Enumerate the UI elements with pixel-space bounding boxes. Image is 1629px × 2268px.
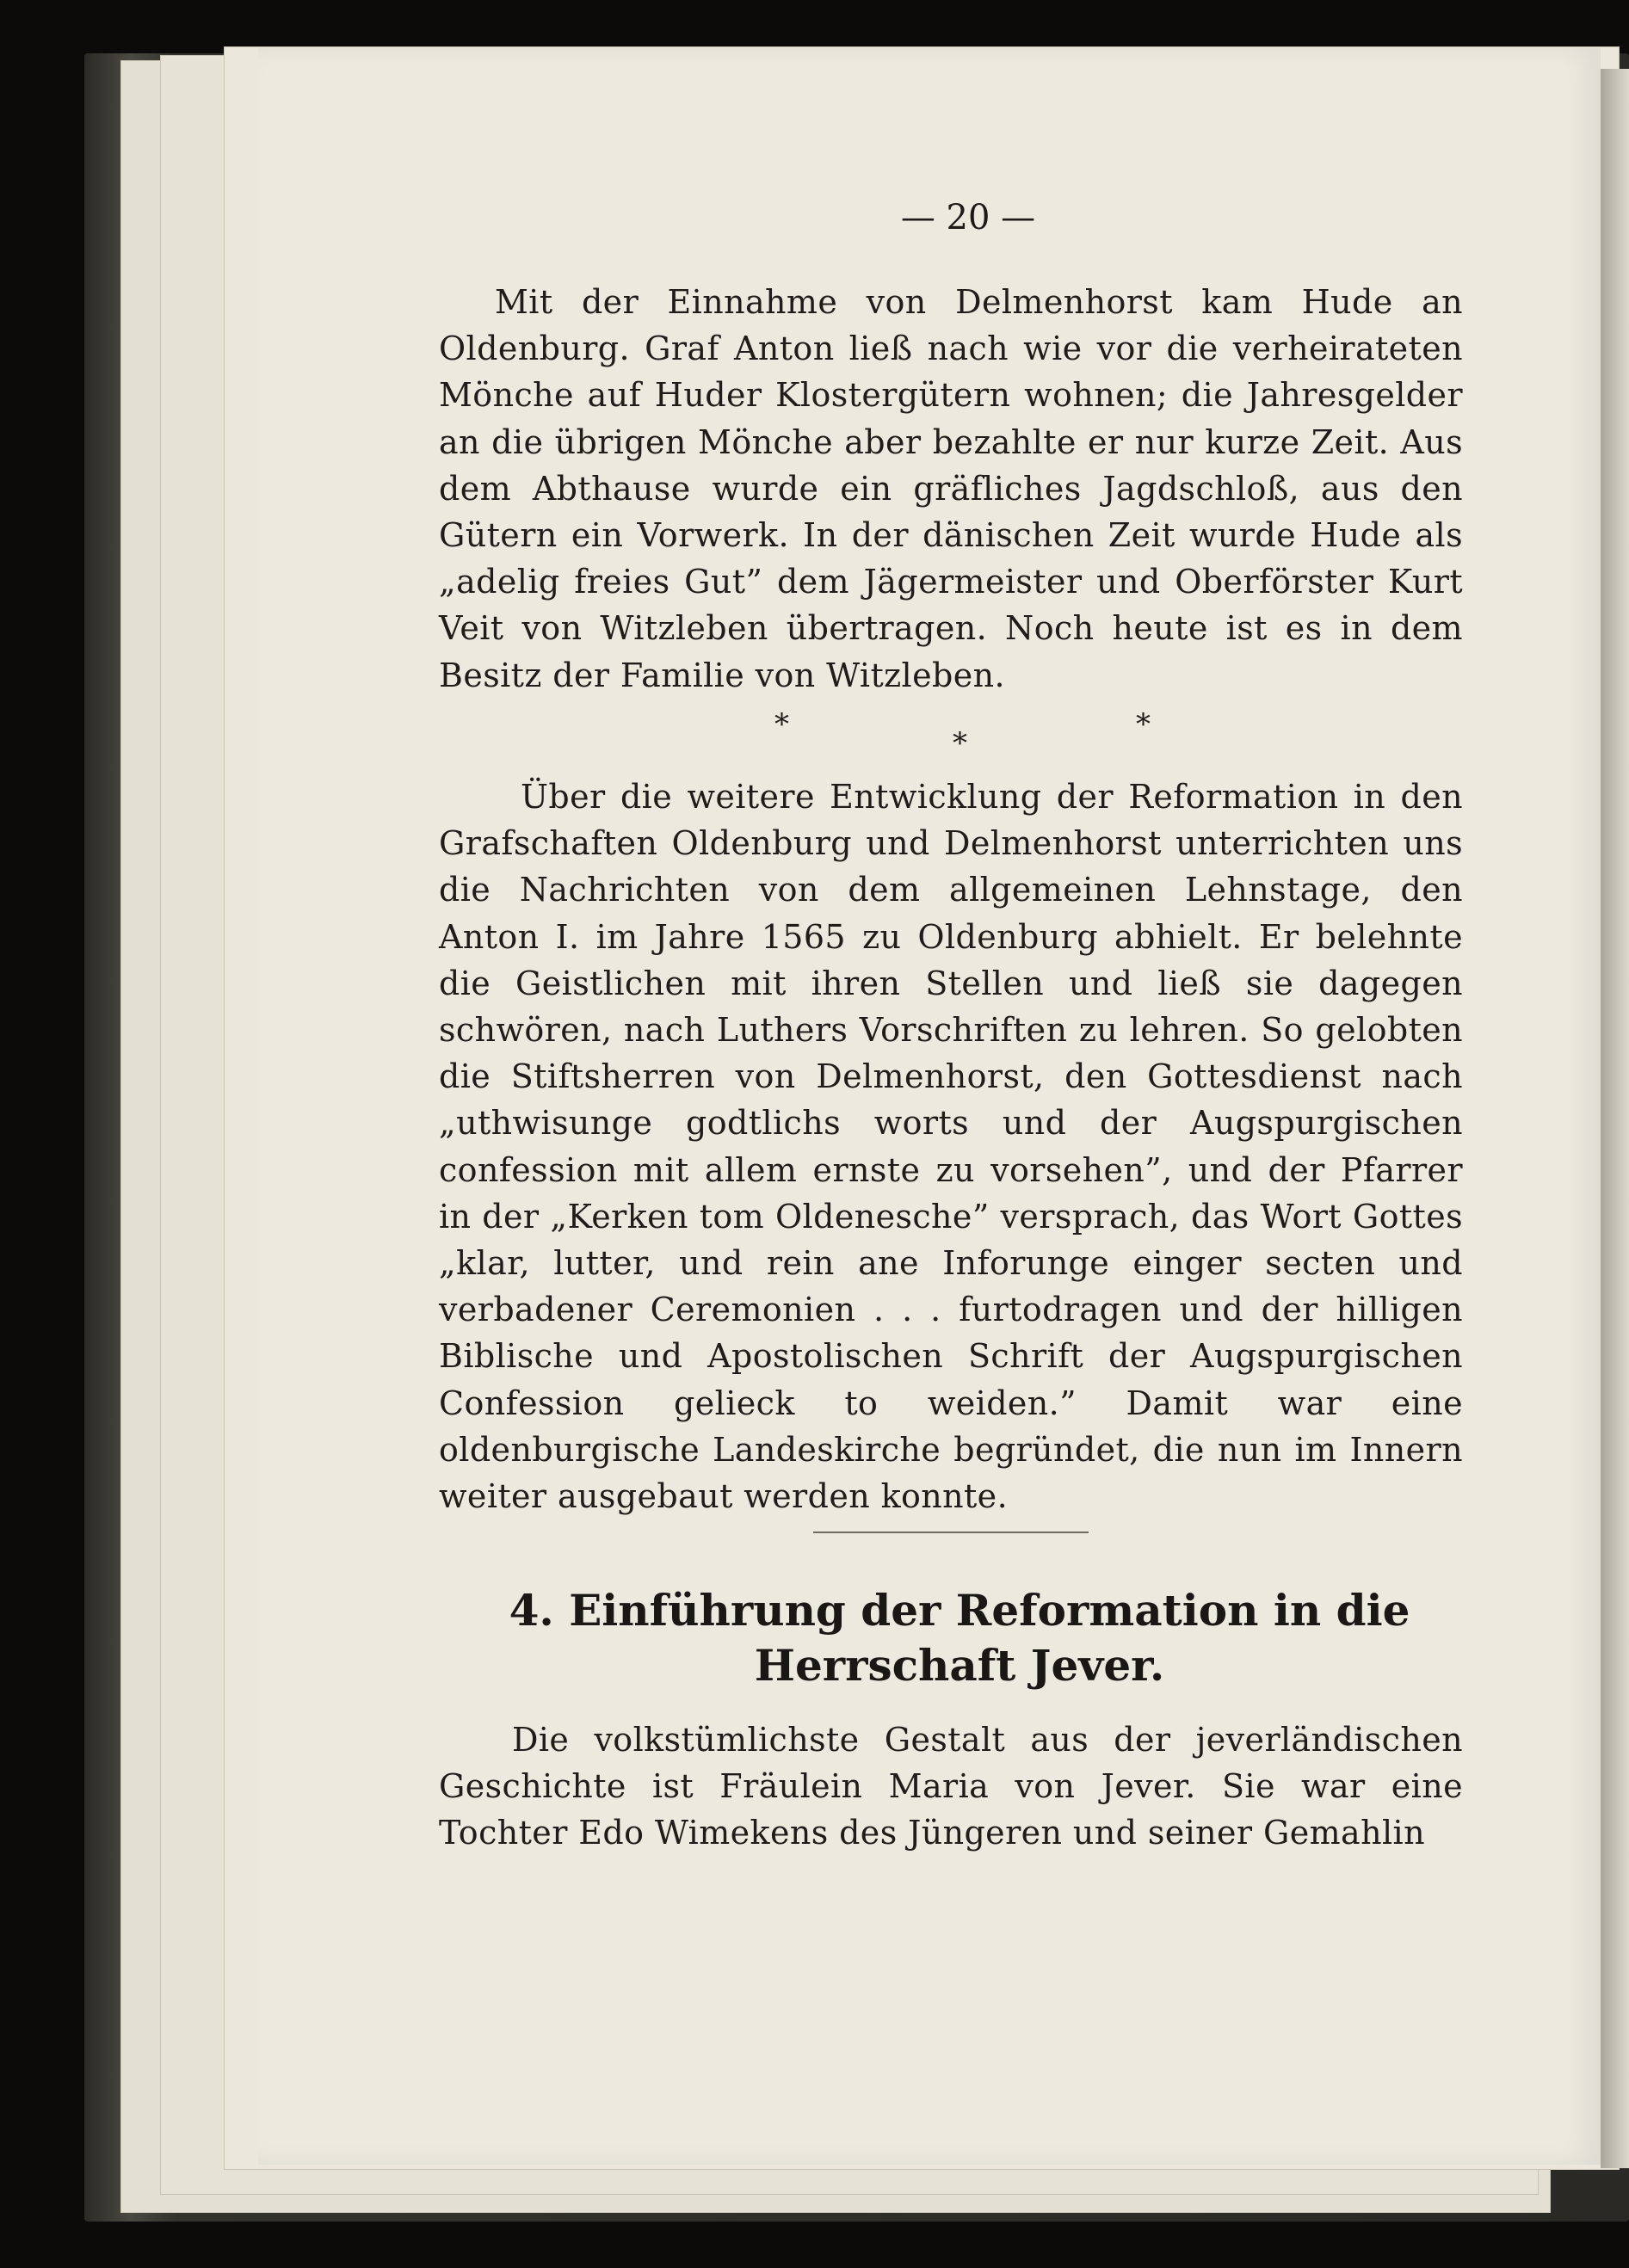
section-separator xyxy=(749,707,1162,759)
separator-star: * xyxy=(953,726,967,761)
separator-star: * xyxy=(774,707,789,742)
paragraph-reformation: Über die weitere Entwicklung der Reformation in den Grafschaften Oldenburg und Delmenhorst unterrichten uns die Nachrichten von dem allgemeinen Lehnstage, den Anton I. im Jahre 1565 zu Oldenburg abhielt. Er belehnte die Geistlichen mit ihren Stellen und ließ sie dagegen schwören, nach Luthers Vorschriften zu lehren. So gelobten die Stiftsherren von Delmenhorst, den Gottesdienst nach „uthwisunge godtlichs worts und der Augspurgischen confession mit allem ernste zu vorsehen”, und der Pfarrer in der „Kerken tom Oldenesche” versprach, das Wort Gottes „klar, lutter, und rein ane Inforunge einger secten und verbadener Ceremonien . . . furtodragen und der hilligen Biblische und Apostolischen Schrift der Augspurgischen Confession gelieck to weiden.” Damit war eine oldenburgische Landeskirche begründet, die nun im Innern weiter ausgebaut werden konnte. xyxy=(439,778,1463,1516)
chapter-heading: 4. Einführung der Reformation in die Herrschaft Jever. xyxy=(509,1585,1410,1691)
separator-star: * xyxy=(1136,707,1151,742)
facing-page-edge xyxy=(1601,69,1629,2168)
section-divider xyxy=(813,1532,1089,1533)
paragraph-hude: Mit der Einnahme von Delmenhorst kam Hude an Oldenburg. Graf Anton ließ nach wie vor die verheirateten Mönche auf Huder Klostergütern wohnen; die Jahresgelder an die übrigen Mönche aber bezahlte er nur kurze Zeit. Aus dem Abthause wurde ein gräfliches Jagdschloß, aus den Gütern ein Vorwerk. In der dänischen Zeit wurde Hude als „adelig freies Gut” dem Jägermeister und Oberförster Kurt Veit von Witzleben übertragen. Noch heute ist es in dem Besitz der Familie von Witzleben. xyxy=(439,283,1463,694)
page-number: — 20 — xyxy=(900,198,1036,237)
paragraph-jever: Die volkstümlichste Gestalt aus der jeverländischen Geschichte ist Fräulein Maria von Jever. Sie war eine Tochter Edo Wimekens des Jüngeren und seiner Gemahlin xyxy=(439,1721,1463,1852)
